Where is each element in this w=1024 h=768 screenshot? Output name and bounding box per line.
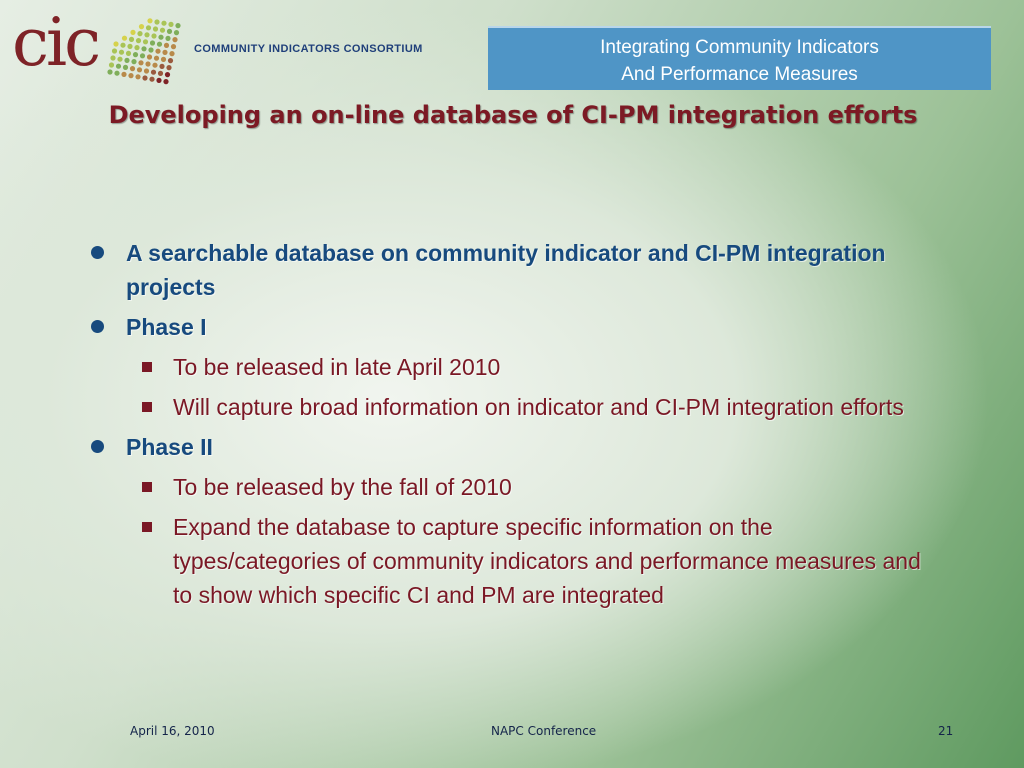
logo-dot (137, 31, 142, 36)
footer-date: April 16, 2010 (130, 724, 215, 738)
bullet-item (88, 236, 928, 304)
logo-dot (135, 74, 140, 79)
logo-text: cic (12, 4, 99, 81)
logo-dot (165, 72, 170, 77)
logo-dot (146, 25, 151, 30)
bullet-dot-icon (91, 320, 104, 333)
bullet-text: A searchable database on community indicator and CI-PM integration projects (126, 240, 886, 300)
logo-dot (174, 30, 179, 35)
logo-dot (137, 67, 142, 72)
logo-dot (133, 52, 138, 57)
logo-dot (120, 43, 125, 48)
logo-dot (130, 66, 135, 71)
bullet-square-icon (142, 482, 152, 492)
logo-dot (124, 58, 129, 63)
logo-dot (127, 44, 132, 49)
logo-dot (109, 62, 114, 67)
logo-dot (163, 79, 168, 84)
logo-dot (112, 48, 117, 53)
logo-dot (154, 56, 159, 61)
logo-dot (122, 36, 127, 41)
logo-dot (158, 71, 163, 76)
logo-dot (139, 24, 144, 29)
bullet-text: Phase I (126, 314, 207, 340)
logo-dot (162, 50, 167, 55)
logo-dot (136, 38, 141, 43)
sub-bullet-item (141, 390, 928, 424)
logo-dot (168, 58, 173, 63)
logo-dot (155, 49, 160, 54)
slide-title: Developing an on-line database of CI-PM integration efforts (108, 101, 918, 129)
logo-dot (144, 32, 149, 37)
logo-dot (172, 37, 177, 42)
logo-dot (149, 77, 154, 82)
logo-dot (157, 42, 162, 47)
sub-bullet-text: To be released by the fall of 2010 (173, 474, 512, 500)
logo-dot (123, 65, 128, 70)
logo-dot (110, 55, 115, 60)
logo-dot (138, 60, 143, 65)
bullet-item (88, 430, 928, 464)
logo-dot (168, 22, 173, 27)
logo-dot (141, 46, 146, 51)
logo-dot (169, 51, 174, 56)
logo-dot (151, 70, 156, 75)
footer-event: NAPC Conference (491, 724, 597, 738)
logo-dot (129, 37, 134, 42)
logo-dot (171, 44, 176, 49)
logo-dot (167, 29, 172, 34)
logo-dot (154, 19, 159, 24)
logo-dot (147, 18, 152, 23)
header-line-1: Integrating Community Indicators (600, 37, 879, 58)
logo-dot (121, 72, 126, 77)
header-line-2: And Performance Measures (621, 64, 858, 85)
logo-dot (145, 61, 150, 66)
logo-dot (153, 26, 158, 31)
bullet-square-icon (142, 402, 152, 412)
logo-dot (114, 71, 119, 76)
logo-dot (147, 54, 152, 59)
logo-dot (140, 53, 145, 58)
logo-dot (117, 57, 122, 62)
logo-dot (156, 78, 161, 83)
sub-bullet-text: To be released in late April 2010 (173, 354, 501, 380)
logo-dot (159, 64, 164, 69)
logo-dot (144, 68, 149, 73)
logo-dot (126, 51, 131, 56)
logo-dot (116, 64, 121, 69)
logo-dot (134, 45, 139, 50)
logo-dot (166, 65, 171, 70)
logo-dot (113, 41, 118, 46)
logo-dot (119, 50, 124, 55)
logo-dot (128, 73, 133, 78)
bullet-dot-icon (91, 246, 104, 259)
logo-dot (158, 35, 163, 40)
bullet-dot-icon (91, 440, 104, 453)
sub-bullet-item (141, 350, 928, 384)
logo-dot (175, 23, 180, 28)
sub-bullet-text: Will capture broad information on indicator and CI-PM integration efforts (173, 394, 904, 420)
logo-dot (107, 69, 112, 74)
logo-dot (160, 28, 165, 33)
bullet-item (88, 310, 928, 344)
logo-dot (131, 59, 136, 64)
bullet-square-icon (142, 362, 152, 372)
logo-dot (165, 36, 170, 41)
logo-dot (143, 39, 148, 44)
header-banner (488, 26, 991, 90)
logo-dot (152, 63, 157, 68)
sub-bullet-item (141, 470, 928, 504)
bullet-list (88, 230, 928, 612)
logo-dot (161, 57, 166, 62)
org-name: COMMUNITY INDICATORS CONSORTIUM (194, 43, 423, 55)
logo-dot (142, 75, 147, 80)
logo-dot (161, 21, 166, 26)
logo-dot (164, 43, 169, 48)
sub-bullet-item (141, 510, 928, 612)
footer-page-number: 21 (938, 724, 954, 738)
logo-dot (150, 40, 155, 45)
sub-bullet-text: Expand the database to capture specific information on the types/categories of community indicators and performance measures and to show which specific CI and PM are integrated (173, 514, 921, 608)
bullet-text: Phase II (126, 434, 213, 460)
logo-dot (151, 33, 156, 38)
logo-dot (130, 30, 135, 35)
bullet-square-icon (142, 522, 152, 532)
logo-dot (148, 47, 153, 52)
